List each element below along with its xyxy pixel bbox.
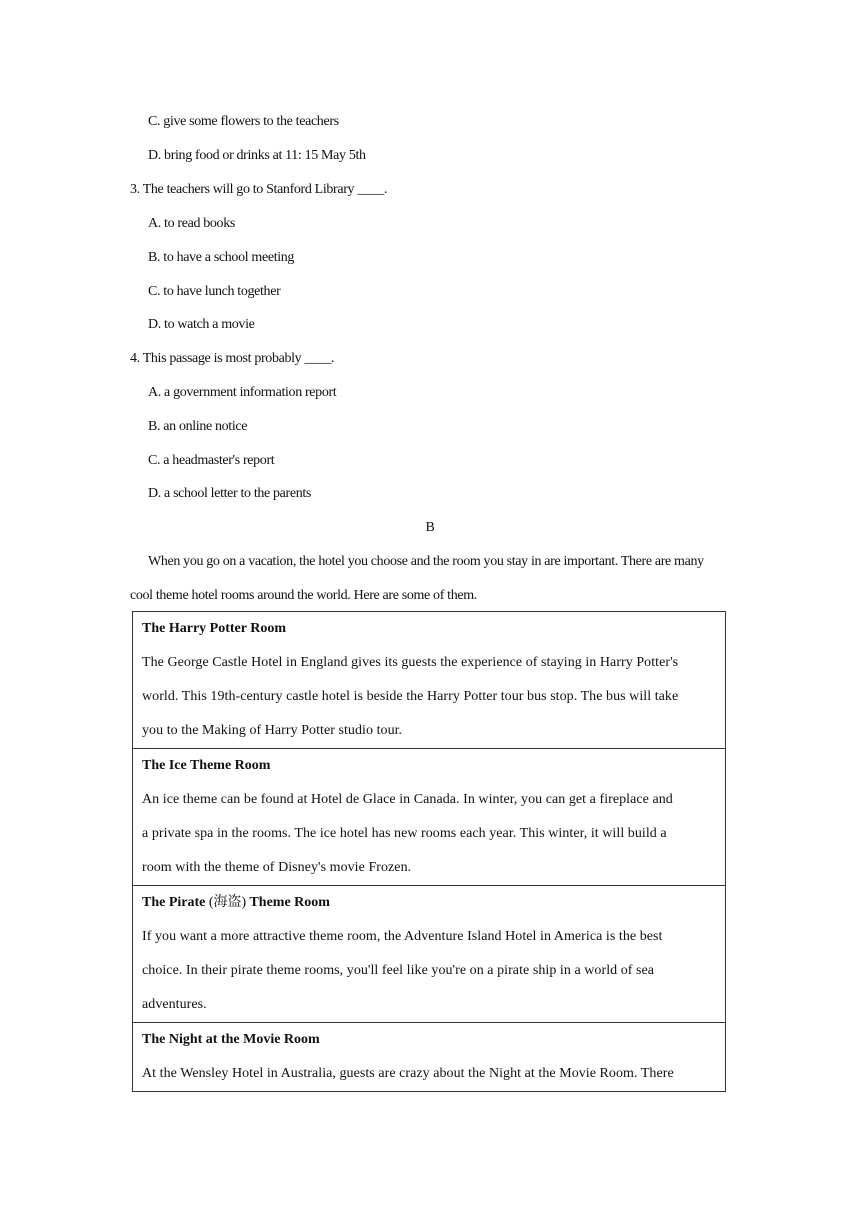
room-line: room with the theme of Disney's movie Frozen.	[142, 860, 412, 875]
theme-rooms-table	[132, 611, 726, 1092]
q3-option-b: B. to have a school meeting	[148, 250, 295, 265]
room-cell-movie	[133, 1023, 725, 1091]
room-line: you to the Making of Harry Potter studio tour.	[142, 723, 403, 738]
q3-option-c: C. to have lunch together	[148, 284, 281, 299]
room-line: At the Wensley Hotel in Australia, guests are crazy about the Night at the Movie Room. There	[142, 1066, 674, 1081]
room-line: An ice theme can be found at Hotel de Glace in Canada. In winter, you can get a fireplace and	[142, 792, 673, 807]
q4-stem: 4. This passage is most probably ____.	[130, 351, 335, 366]
q4-option-a: A. a government information report	[148, 385, 337, 400]
q2-option-c: C. give some flowers to the teachers	[148, 114, 339, 129]
room-line: adventures.	[142, 997, 207, 1012]
q4-option-d: D. a school letter to the parents	[148, 486, 312, 501]
room-title: The Ice Theme Room	[142, 758, 271, 773]
room-line: If you want a more attractive theme room, the Adventure Island Hotel in America is the best	[142, 929, 663, 944]
q2-option-d: D. bring food or drinks at 11: 15 May 5th	[148, 148, 366, 163]
intro-line-1: When you go on a vacation, the hotel you choose and the room you stay in are important. There are many	[148, 554, 704, 569]
intro-line-2: cool theme hotel rooms around the world. Here are some of them.	[130, 588, 477, 603]
q3-stem: 3. The teachers will go to Stanford Library ____.	[130, 182, 388, 197]
room-title-post: Theme Room	[249, 895, 330, 910]
room-line: world. This 19th-century castle hotel is beside the Harry Potter tour bus stop. The bus will take	[142, 689, 679, 704]
room-cell-harry-potter	[133, 612, 725, 749]
room-cell-ice	[133, 749, 725, 886]
q4-option-c: C. a headmaster's report	[148, 453, 275, 468]
room-cell-pirate	[133, 886, 725, 1023]
room-line: a private spa in the rooms. The ice hotel has new rooms each year. This winter, it will build a	[142, 826, 667, 841]
q3-option-a: A. to read books	[148, 216, 235, 231]
room-title: The Harry Potter Room	[142, 621, 286, 636]
room-title	[142, 886, 716, 920]
q4-option-b: B. an online notice	[148, 419, 248, 434]
room-title-chinese: (海盗)	[208, 895, 247, 910]
room-title-pre: The Pirate	[142, 895, 206, 910]
q3-option-d: D. to watch a movie	[148, 317, 255, 332]
room-line: choice. In their pirate theme rooms, you'll feel like you're on a pirate ship in a world of sea	[142, 963, 655, 978]
room-title: The Night at the Movie Room	[142, 1032, 320, 1047]
section-letter: B	[425, 520, 435, 535]
room-line: The George Castle Hotel in England gives its guests the experience of staying in Harry Potter's	[142, 655, 679, 670]
